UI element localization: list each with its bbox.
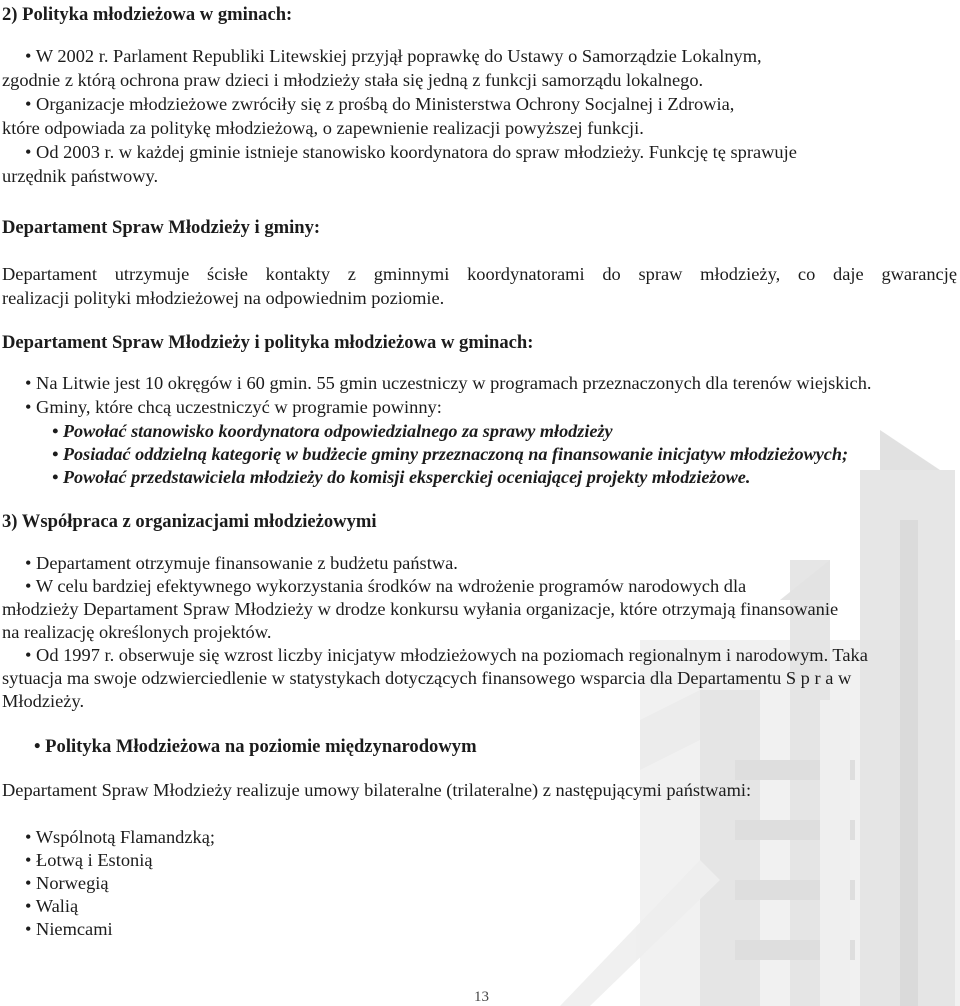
sub-bullet-line: • Posiadać oddzielną kategorię w budżecie gminy przeznaczoną na finansowanie inicjatyw młodzieżowych; [52,444,849,464]
country-item: • Niemcami [25,919,113,939]
bullet-line: na realizację określonych projektów. [2,622,272,642]
section-heading: • Polityka Młodzieżowa na poziomie międzynarodowym [34,736,477,757]
paragraph-line: Departament Spraw Młodzieży realizuje umowy bilateralne (trilateralne) z następującymi państwami: [2,780,752,800]
bullet-line: • W 2002 r. Parlament Republiki Litewskiej przyjął poprawkę do Ustawy o Samorządzie Lokalnym, [25,46,762,66]
section-heading: 2) Polityka młodzieżowa w gminach: [2,4,293,25]
bullet-line: młodzieży Departament Spraw Młodzieży w drodze konkursu wyłania organizacje, które otrzymają finansowanie [2,599,839,619]
section-heading: Departament Spraw Młodzieży i gminy: [2,217,321,238]
sub-bullet-line: • Powołać stanowisko koordynatora odpowiedzialnego za sprawy młodzieży [52,421,613,441]
bullet-line: zgodnie z którą ochrona praw dzieci i młodzieży stała się jedną z funkcji samorządu lokalnego. [2,70,704,90]
bullet-line: urzędnik państwowy. [2,166,159,186]
page-number: 13 [474,989,489,1005]
bullet-line: które odpowiada za politykę młodzieżową, o zapewnienie realizacji powyższej funkcji. [2,118,644,138]
country-item: • Norwegią [25,873,109,893]
sub-bullet-line: • Powołać przedstawiciela młodzieży do komisji eksperckiej oceniającej projekty młodzieżowe. [52,467,751,487]
bullet-line: • Departament otrzymuje finansowanie z budżetu państwa. [25,553,458,573]
bullet-line: sytuacja ma swoje odzwierciedlenie w statystykach dotyczących finansowego wsparcia dla Departamentu S p r a w [2,668,852,688]
bullet-line: • Gminy, które chcą uczestniczyć w programie powinny: [25,397,442,417]
bullet-line: • Organizacje młodzieżowe zwróciły się z prośbą do Ministerstwa Ochrony Socjalnej i Zdrowia, [25,94,735,114]
section-heading: 3) Współpraca z organizacjami młodzieżowymi [2,511,377,532]
section-heading: Departament Spraw Młodzieży i polityka młodzieżowa w gminach: [2,332,534,353]
bullet-line: • Od 2003 r. w każdej gminie istnieje stanowisko koordynatora do spraw młodzieży. Funkcję tę sprawuje [25,142,797,162]
country-item: • Łotwą i Estonią [25,850,153,870]
bullet-line: • W celu bardziej efektywnego wykorzystania środków na wdrożenie programów narodowych dla [25,576,747,596]
paragraph-line: Departament utrzymuje ścisłe kontakty z gminnymi koordynatorami do spraw młodzieży, co daje gwarancję [2,264,957,284]
bullet-line: Młodzieży. [2,691,85,711]
country-item: • Wspólnotą Flamandzką; [25,827,215,847]
bullet-line: • Na Litwie jest 10 okręgów i 60 gmin. 55 gmin uczestniczy w programach przeznaczonych dla terenów wiejskich. [25,373,872,393]
paragraph-line: realizacji polityki młodzieżowej na odpowiednim poziomie. [2,288,445,308]
bullet-line: • Od 1997 r. obserwuje się wzrost liczby inicjatyw młodzieżowych na poziomach regionalnym i narodowym. Taka [25,645,868,665]
country-item: • Walią [25,896,79,916]
